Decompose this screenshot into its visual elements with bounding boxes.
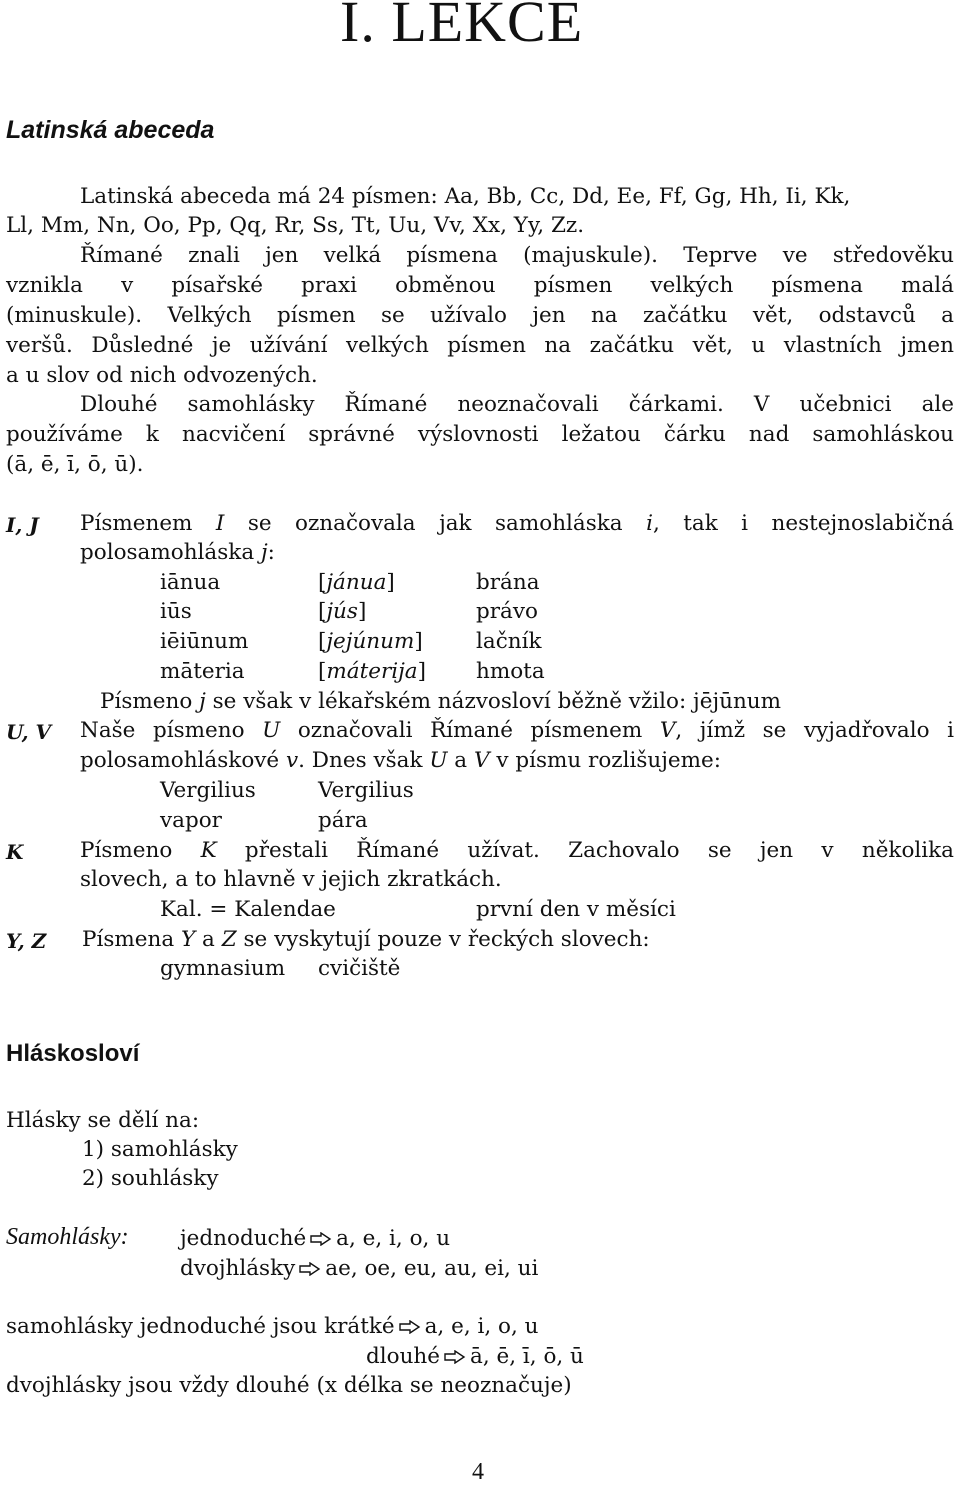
section-heading-alphabet: Latinská abeceda (6, 116, 215, 144)
ij-note: Písmeno j se však v lékařském názvosloví běžně vžilo: jējūnum (100, 689, 782, 714)
arrow-right-icon (310, 1232, 332, 1246)
letter-label-k: K (6, 840, 24, 864)
diphthong-note: dvojhlásky jsou vždy dlouhé (x délka se neoznačuje) (6, 1373, 572, 1398)
example-meaning: lačník (476, 629, 542, 654)
arrow-right-icon (444, 1350, 466, 1364)
paragraph-line: používáme k nacvičení správné výslovnosti ležatou čárku nad samohláskou (6, 422, 954, 447)
diphthongs-row: dvojhlásky ae, oe, eu, au, ei, ui (180, 1256, 539, 1281)
paragraph-line: a u slov od nich odvozených. (6, 363, 318, 388)
example-word: gymnasium (160, 956, 286, 981)
ij-description-2: polosamohláska j: (80, 540, 275, 565)
vowels-label: Samohlásky: (6, 1224, 129, 1250)
example-meaning: cvičiště (318, 956, 401, 981)
example-meaning: první den v měsíci (476, 897, 676, 922)
ij-description: Písmenem I se označovala jak samohláska i, tak i nestejnoslabičná (80, 511, 954, 536)
long-vowels-row: dlouhé ā, ē, ī, ō, ū (366, 1344, 584, 1369)
letter-label-ij: I, J (6, 513, 39, 537)
example-pronunciation: [jánua] (318, 570, 395, 595)
example-word: māteria (160, 659, 245, 684)
example-word: Vergilius (160, 778, 256, 803)
k-description: Písmeno K přestali Římané užívat. Zachovalo se jen v několika (80, 838, 954, 863)
paragraph-line: Dlouhé samohlásky Římané neoznačovali čárkami. V učebnici ale (80, 392, 954, 417)
paragraph-line: (ā, ē, ī, ō, ū). (6, 452, 144, 477)
paragraph-line: (minuskule). Velkých písmen se užívalo jen na začátku vět, odstavců a (6, 303, 954, 328)
arrow-right-icon (399, 1320, 421, 1334)
example-pronunciation: [jús] (318, 599, 367, 624)
k-description-2: slovech, a to hlavně v jejich zkratkách. (80, 867, 502, 892)
paragraph-line: Ll, Mm, Nn, Oo, Pp, Qq, Rr, Ss, Tt, Uu, Vv, Xx, Yy, Zz. (6, 213, 585, 238)
letter-label-uv: U, V (6, 720, 52, 744)
example-abbreviation: Kal. = Kalendae (160, 897, 336, 922)
list-item: 1) samohlásky (82, 1137, 238, 1162)
paragraph-line: Latinská abeceda má 24 písmen: Aa, Bb, Cc, Dd, Ee, Ff, Gg, Hh, Ii, Kk, (80, 184, 851, 209)
page-title: I. LEKCE (340, 0, 584, 54)
example-pronunciation: [jejúnum] (318, 629, 423, 654)
example-word: vapor (160, 808, 222, 833)
list-item: 2) souhlásky (82, 1166, 219, 1191)
example-pronunciation: [máterija] (318, 659, 426, 684)
example-meaning: pára (318, 808, 368, 833)
yz-description: Písmena Y a Z se vyskytují pouze v řeckých slovech: (82, 927, 650, 952)
short-vowels-row: samohlásky jednoduché jsou krátké a, e, i, o, u (6, 1314, 539, 1339)
intro-text: Hlásky se dělí na: (6, 1108, 200, 1133)
example-meaning: právo (476, 599, 538, 624)
arrow-right-icon (299, 1262, 321, 1276)
example-meaning: Vergilius (318, 778, 414, 803)
simple-vowels-row: jednoduché a, e, i, o, u (180, 1226, 451, 1251)
paragraph-line: vznikla v písařské praxi obměnou písmen velkých písmena malá (6, 273, 954, 298)
page-number: 4 (472, 1459, 484, 1485)
example-word: iūs (160, 599, 192, 624)
example-meaning: brána (476, 570, 540, 595)
letter-label-yz: Y, Z (6, 929, 47, 953)
example-meaning: hmota (476, 659, 545, 684)
uv-description-2: polosamohláskové v. Dnes však U a V v písmu rozlišujeme: (80, 748, 721, 773)
example-word: iānua (160, 570, 221, 595)
uv-description: Naše písmeno U označovali Římané písmenem V, jímž se vyjadřovalo i (80, 718, 954, 743)
section-heading-phonology: Hláskosloví (6, 1040, 140, 1067)
example-word: iēiūnum (160, 629, 249, 654)
paragraph-line: Římané znali jen velká písmena (majuskule). Teprve ve středověku (80, 243, 954, 268)
paragraph-line: veršů. Důsledné je užívání velkých písmen na začátku vět, u vlastních jmen (6, 333, 954, 358)
